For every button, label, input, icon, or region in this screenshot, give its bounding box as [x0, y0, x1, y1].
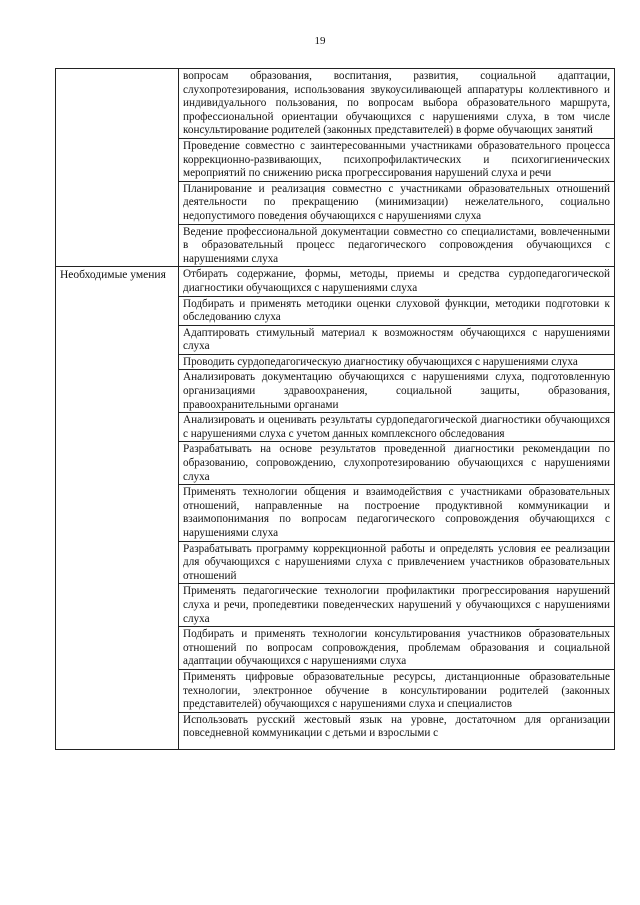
list-item: Разрабатывать на основе результатов проведенной диагностики рекомендации по образованию, сопровождению, слухопротезированию обучающихся с нарушениями слуха: [179, 441, 614, 484]
table-continuation: [179, 741, 614, 749]
row-label-cell: [56, 69, 179, 267]
list-item: Подбирать и применять методики оценки слуховой функции, методики подготовки к обследованию слуха: [179, 296, 614, 325]
competency-table: [55, 68, 615, 750]
list-item: Отбирать содержание, формы, методы, приемы и средства сурдопедагогической диагностики обучающихся с нарушениями слуха: [183, 268, 610, 294]
row-items-cell: [179, 267, 615, 750]
list-item: Разрабатывать программу коррекционной работы и определять условия ее реализации для обучающихся с нарушениями слуха с привлечением участников образовательных отношений: [179, 541, 614, 584]
list-item: Анализировать документацию обучающихся с нарушениями слуха, подготовленную организациями здравоохранения, социальной защиты, образования, правоохранительными органами: [179, 369, 614, 412]
list-item: Планирование и реализация совместно с участниками образовательных отношений деятельности по прекращению (минимизации) нежелательного, социально недопустимого поведения обучающихся с нарушениями слуха: [179, 181, 614, 224]
list-item: Использовать русский жестовый язык на уровне, достаточном для организации повседневной коммуникации с детьми и взрослыми с: [179, 712, 614, 741]
list-item: вопросам образования, воспитания, развития, социальной адаптации, слухопротезирования, использования звукоусиливающей аппаратуры коллективного и индивидуального пользования, по вопросам выбора образовательного маршрута, профессиональной ориентации обучающихся с нарушениями слуха, в том числе консультирование родителей (законных представителей) в форме обучающих занятий: [183, 70, 610, 137]
row-label: [56, 69, 178, 73]
list-item: Проведение совместно с заинтересованными участниками образовательного процесса коррекционно-развивающих, психопрофилактических и психогигиенических мероприятий по снижению риска прогрессирования нарушений слуха и речи: [179, 138, 614, 181]
list-item: Анализировать и оценивать результаты сурдопедагогической диагностики обучающихся с нарушениями слуха с учетом данных комплексного обследования: [179, 412, 614, 441]
page-number: 19: [314, 35, 326, 47]
page-bottom-margin: [0, 852, 640, 905]
row-label-cell: [56, 267, 179, 750]
list-item: Подбирать и применять технологии консультирования участников образовательных отношений по вопросам сопровождения, проблемам образования и социальной адаптации обучающихся с нарушениями слуха: [179, 626, 614, 669]
list-item: Применять цифровые образовательные ресурсы, дистанционные образовательные технологии, электронное обучение в консультировании родителей (законных представителей) обучающихся с нарушениями слуха и специалистов: [179, 669, 614, 712]
row-items-cell: [179, 69, 615, 267]
list-item: Адаптировать стимульный материал к возможностям обучающихся с нарушениями слуха: [179, 325, 614, 354]
list-item: Применять технологии общения и взаимодействия с участниками образовательных отношений, направленные на построение продуктивной коммуникации и взаимопонимания по вопросам педагогического сопровождения обучающихся с нарушениями слуха: [179, 484, 614, 540]
list-item: Ведение профессиональной документации совместно со специалистами, вовлеченными в образовательный процесс педагогического сопровождения обучающихся с нарушениями слуха: [179, 224, 614, 267]
row-label: Необходимые умения: [60, 269, 166, 282]
table-row-skills: [56, 267, 615, 750]
table-row-activities: [56, 69, 615, 267]
list-item: Применять педагогические технологии профилактики прогрессирования нарушений слуха и речи, пропедевтики поведенческих нарушений у обучающихся с нарушениями слуха: [179, 583, 614, 626]
list-item: Проводить сурдопедагогическую диагностику обучающихся с нарушениями слуха: [179, 354, 614, 370]
